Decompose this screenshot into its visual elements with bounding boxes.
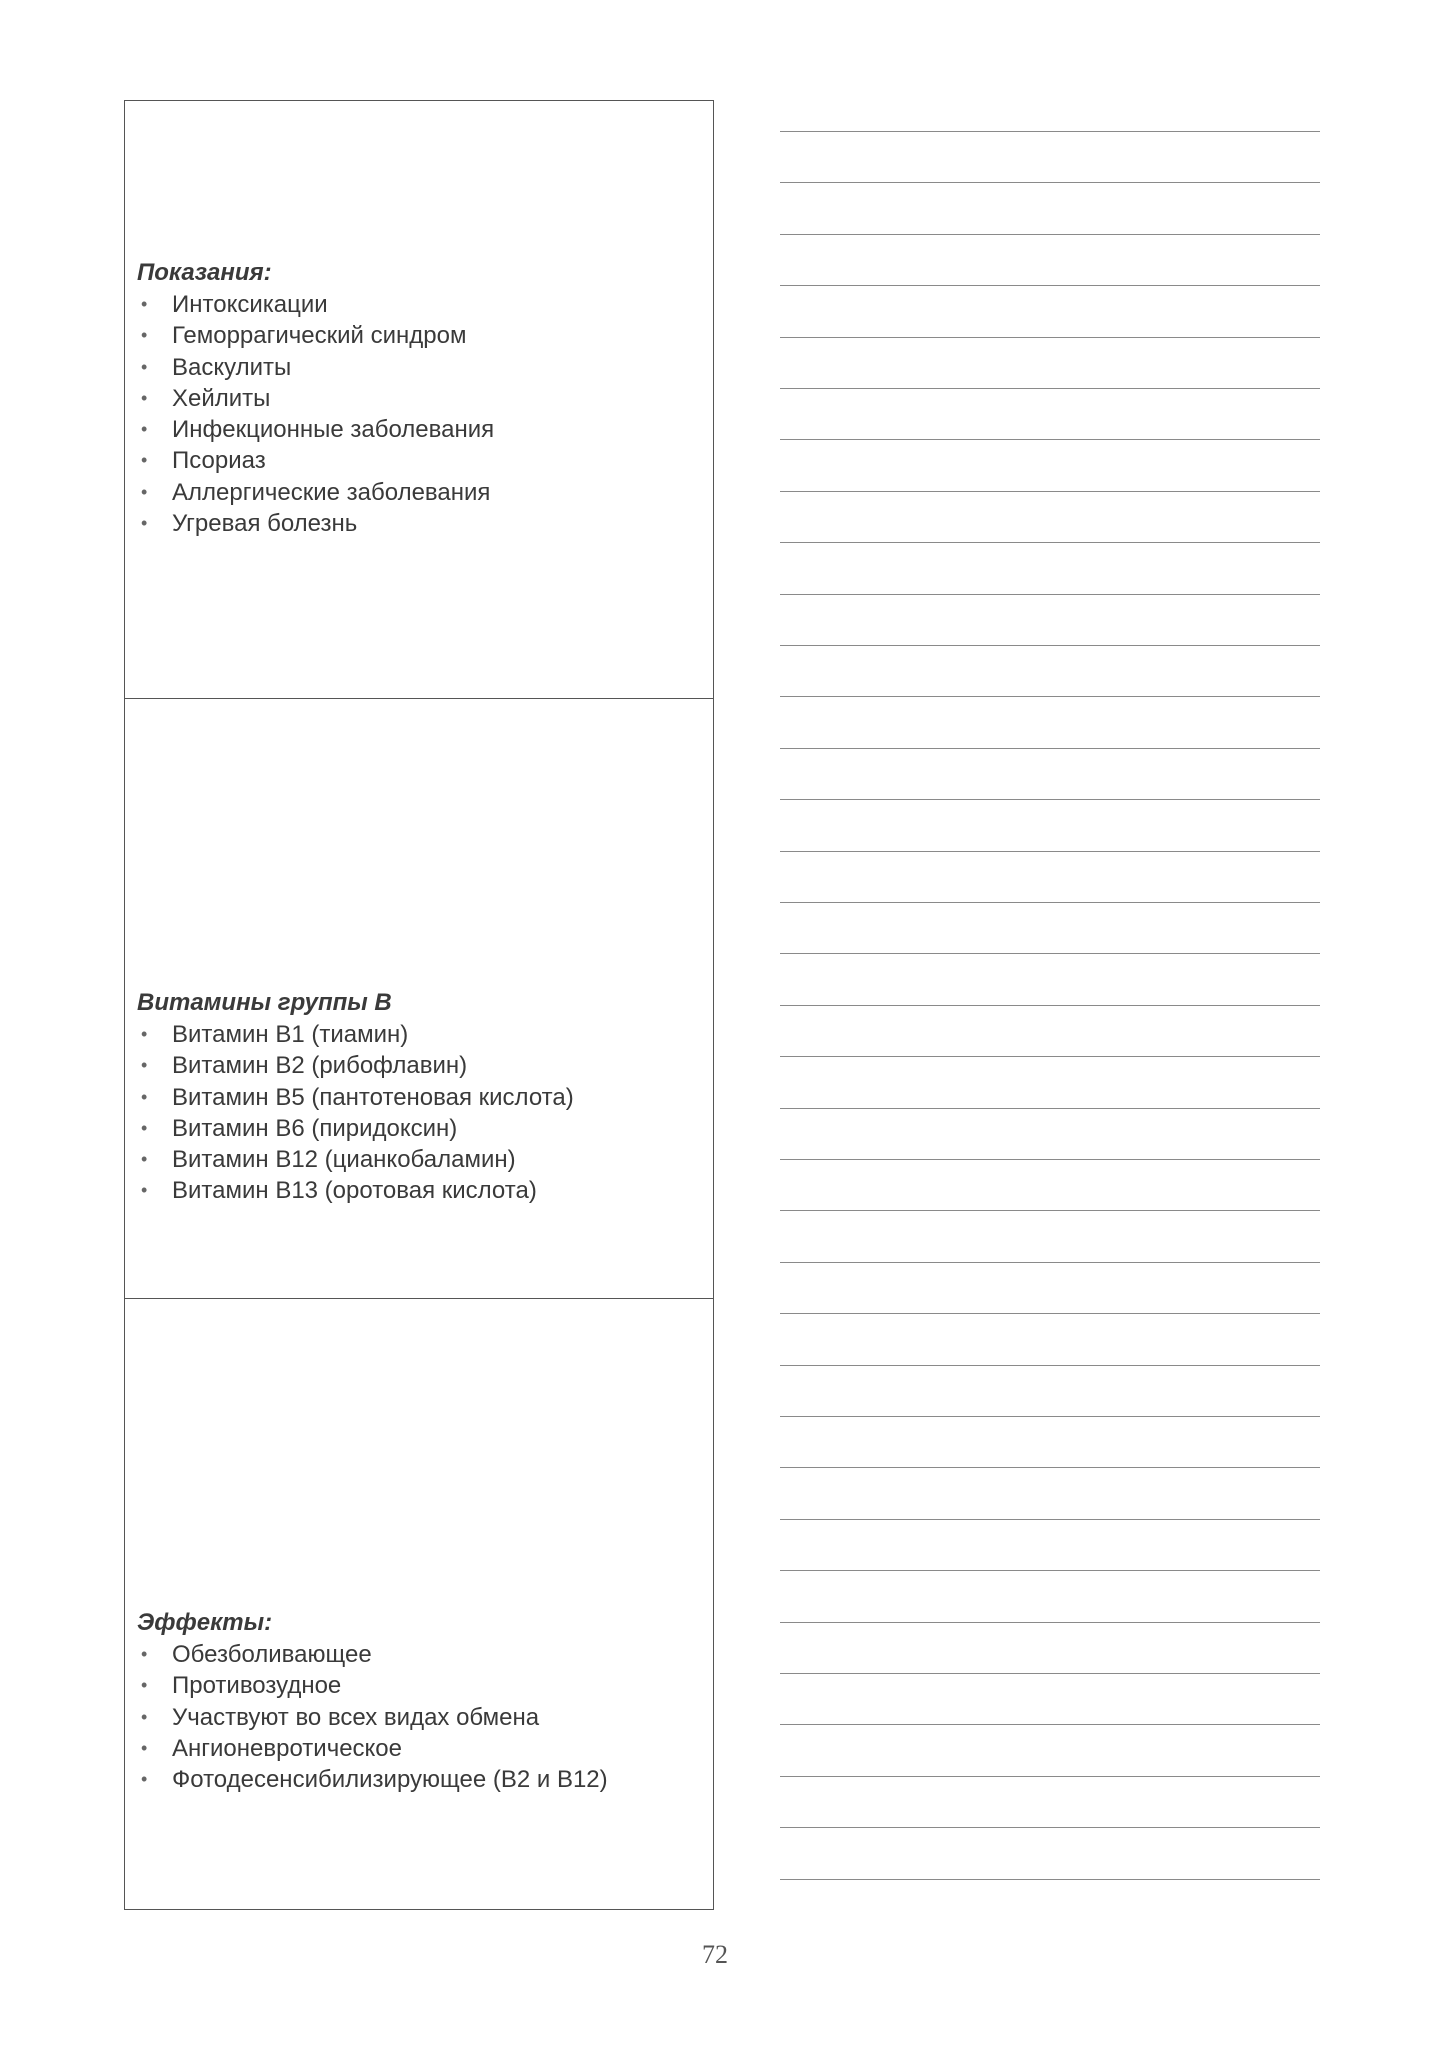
note-line [780,1159,1320,1160]
note-line [780,1056,1320,1057]
note-line [780,1313,1320,1314]
list-item-text: Интоксикации [172,291,328,318]
bullet-icon: • [141,1769,148,1790]
page-number: 72 [702,1940,728,1969]
slides-column [124,100,714,1910]
bullet-icon: • [141,513,148,534]
list-item-text: Витамин В13 (оротовая кислота) [172,1177,537,1205]
bullet-icon: • [141,1024,148,1044]
note-line [780,388,1320,389]
note-line [780,1724,1320,1725]
slide-indications [125,101,713,699]
note-line [780,902,1320,903]
list-item-text: Псориаз [172,447,266,475]
bullet-icon: • [141,325,148,346]
slide-content [137,989,705,1207]
slide-content [137,1609,705,1795]
list-item-text: Обезболивающее [172,1641,372,1668]
list-item-text: Угревая болезнь [172,510,358,538]
bullet-icon: • [141,1180,148,1201]
list-item-text: Васкулиты [172,353,292,381]
note-line [780,234,1320,235]
list-item [137,477,705,508]
bullet-list [137,289,705,539]
list-item [137,352,705,383]
list-item [137,1113,705,1144]
list-item-text: Аллергические заболевания [172,478,491,506]
list-item-text: Витамин В1 (тиамин) [172,1021,409,1048]
bullet-icon: • [141,1644,148,1664]
bullet-icon: • [141,356,148,377]
list-item-text: Противозудное [172,1672,342,1700]
bullet-list [137,1639,705,1795]
note-line [780,1570,1320,1571]
note-line [780,1879,1320,1880]
note-line [780,1467,1320,1468]
bullet-icon: • [141,1675,148,1696]
note-line [780,748,1320,749]
bullet-icon: • [141,1149,148,1170]
list-item [137,445,705,476]
bullet-icon: • [141,387,148,408]
bullet-icon: • [141,450,148,471]
bullet-icon: • [141,1117,148,1138]
slide-b-vitamins [125,699,713,1299]
note-line [780,1005,1320,1006]
note-line [780,594,1320,595]
bullet-icon: • [141,1706,148,1727]
note-line [780,285,1320,286]
list-item-text: Хейлиты [172,384,271,412]
bullet-icon: • [141,481,148,502]
note-line [780,1262,1320,1263]
note-line [780,1776,1320,1777]
note-line [780,1416,1320,1417]
list-item [137,1702,705,1733]
list-item [137,1639,705,1670]
note-line [780,696,1320,697]
slide-heading: Эффекты: [137,1609,273,1636]
list-item [137,414,705,445]
bullet-icon: • [141,294,148,314]
list-item-text: Фотодесенсибилизирующее (В2 и В12) [172,1766,608,1794]
slide-effects [125,1299,713,1911]
list-item [137,1144,705,1175]
list-item [137,1082,705,1113]
list-item [137,1050,705,1081]
note-line [780,491,1320,492]
bullet-icon: • [141,419,148,440]
bullet-icon: • [141,1055,148,1076]
slide-content [137,259,705,539]
note-line [780,1108,1320,1109]
note-line [780,1673,1320,1674]
bullet-icon: • [141,1737,148,1758]
notes-lines [780,0,1320,1900]
list-item-text: Витамин В2 (рибофлавин) [172,1052,468,1080]
list-item-text: Инфекционные заболевания [172,416,495,444]
note-line [780,645,1320,646]
list-item [137,1670,705,1701]
note-line [780,799,1320,800]
slide-heading: Витамины группы В [137,989,392,1016]
note-line [780,542,1320,543]
note-line [780,131,1320,132]
note-line [780,1519,1320,1520]
note-line [780,1365,1320,1366]
note-line [780,1622,1320,1623]
list-item-text: Геморрагический синдром [172,322,467,350]
list-item [137,289,705,320]
note-line [780,1827,1320,1828]
list-item-text: Ангионевротическое [172,1734,403,1762]
note-line [780,337,1320,338]
list-item [137,1733,705,1764]
list-item-text: Витамин В6 (пиридоксин) [172,1114,458,1142]
list-item [137,383,705,414]
list-item [137,1764,705,1795]
list-item-text: Участвуют во всех видах обмена [172,1703,540,1731]
list-item [137,508,705,539]
note-line [780,182,1320,183]
note-line [780,1210,1320,1211]
slide-heading: Показания: [137,259,272,286]
list-item [137,1175,705,1206]
list-item [137,320,705,351]
note-line [780,953,1320,954]
bullet-list [137,1019,705,1207]
list-item [137,1019,705,1050]
list-item-text: Витамин В5 (пантотеновая кислота) [172,1083,574,1111]
note-line [780,851,1320,852]
note-line [780,439,1320,440]
bullet-icon: • [141,1086,148,1107]
list-item-text: Витамин В12 (цианкобаламин) [172,1146,516,1174]
